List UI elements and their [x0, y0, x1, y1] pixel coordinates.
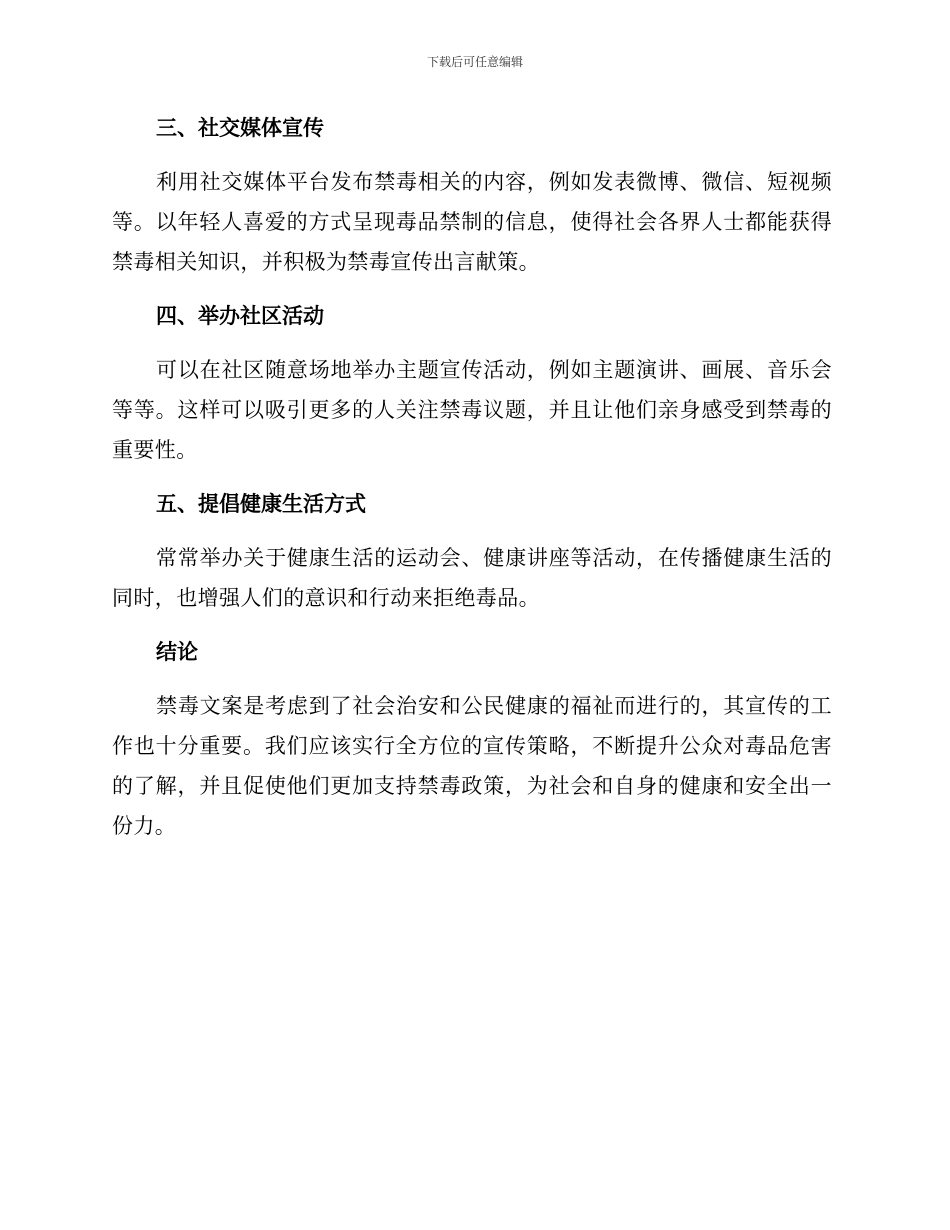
section-heading-community-events: 四、举办社区活动	[156, 304, 324, 328]
document-body	[112, 108, 832, 846]
section-heading-healthy-lifestyle: 五、提倡健康生活方式	[156, 492, 366, 516]
paragraph-conclusion: 禁毒文案是考虑到了社会治安和公民健康的福祉而进行的，其宣传的工作也十分重要。我们应该实行全方位的宣传策略，不断提升公众对毒品危害的了解，并且促使他们更加支持禁毒政策，为社会和自身的健康和安全出一份力。	[112, 694, 832, 838]
section-heading-conclusion: 结论	[156, 640, 198, 664]
paragraph-community-events: 可以在社区随意场地举办主题宣传活动，例如主题演讲、画展、音乐会等等。这样可以吸引更多的人关注禁毒议题，并且让他们亲身感受到禁毒的重要性。	[112, 358, 832, 462]
section-heading-social-media: 三、社交媒体宣传	[156, 116, 324, 140]
paragraph-social-media: 利用社交媒体平台发布禁毒相关的内容，例如发表微博、微信、短视频等。以年轻人喜爱的方式呈现毒品禁制的信息，使得社会各界人士都能获得禁毒相关知识，并积极为禁毒宣传出言献策。	[112, 170, 832, 274]
page-header: 下载后可任意编辑	[426, 55, 523, 69]
paragraph-healthy-lifestyle: 常常举办关于健康生活的运动会、健康讲座等活动，在传播健康生活的同时，也增强人们的意识和行动来拒绝毒品。	[112, 546, 832, 610]
